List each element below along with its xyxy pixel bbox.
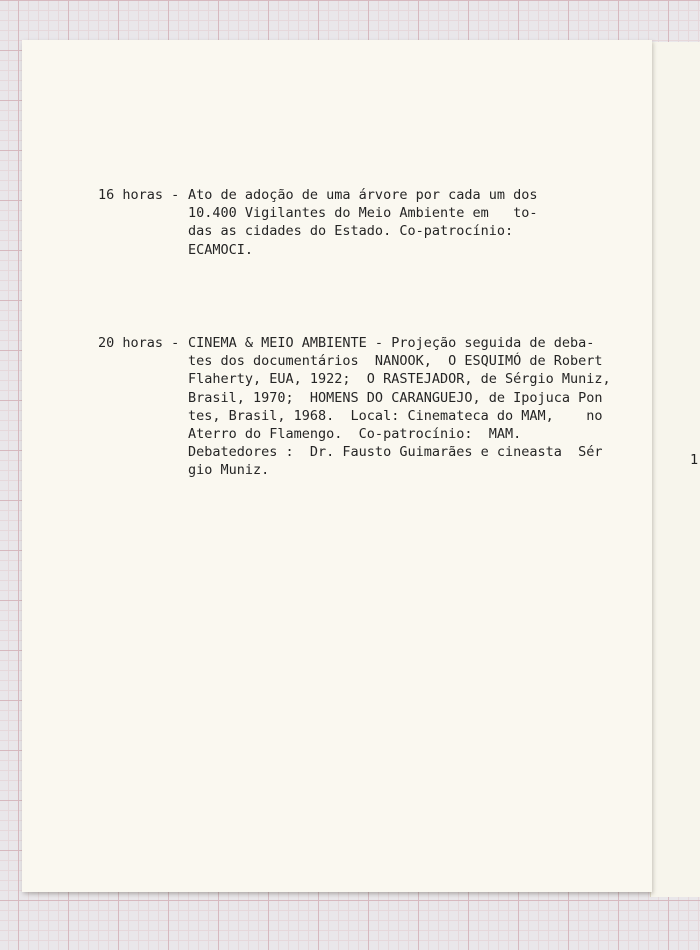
entry-line: CINEMA & MEIO AMBIENTE - Projeção seguida de deba- [188, 335, 595, 351]
schedule-entry-20h [98, 334, 613, 480]
entry-description [188, 186, 613, 259]
page-number: 1 [690, 452, 699, 468]
entry-time: 20 horas - [98, 335, 180, 351]
entry-line: 10.400 Vigilantes do Meio Ambiente em to- [188, 205, 538, 222]
entry-line: das as cidades do Estado. Co-patrocínio: [188, 223, 514, 240]
schedule-entry-16h [98, 186, 613, 259]
entry-line: tes, Brasil, 1968. Local: Cinemateca do MAM, no [188, 407, 603, 424]
entry-description [188, 334, 613, 480]
entry-line: Debatedores : Dr. Fausto Guimarães e cineasta Sér [188, 444, 603, 461]
entry-line: Aterro do Flamengo. Co-patrocínio: MAM. [188, 426, 522, 443]
entry-line: Flaherty, EUA, 1922; O RASTEJADOR, de Sérgio Muniz, [188, 371, 611, 388]
entry-line: Ato de adoção de uma árvore por cada um dos [188, 187, 538, 203]
adjacent-page-edge [650, 42, 700, 897]
entry-line: ECAMOCI. [188, 241, 254, 258]
entry-line: tes dos documentários NANOOK, O ESQUIMÓ de Robert [188, 353, 603, 370]
entry-line: gio Muniz. [188, 462, 270, 479]
entry-line: Brasil, 1970; HOMENS DO CARANGUEJO, de Ipojuca Pon [188, 389, 603, 406]
entry-time: 16 horas - [98, 187, 180, 203]
